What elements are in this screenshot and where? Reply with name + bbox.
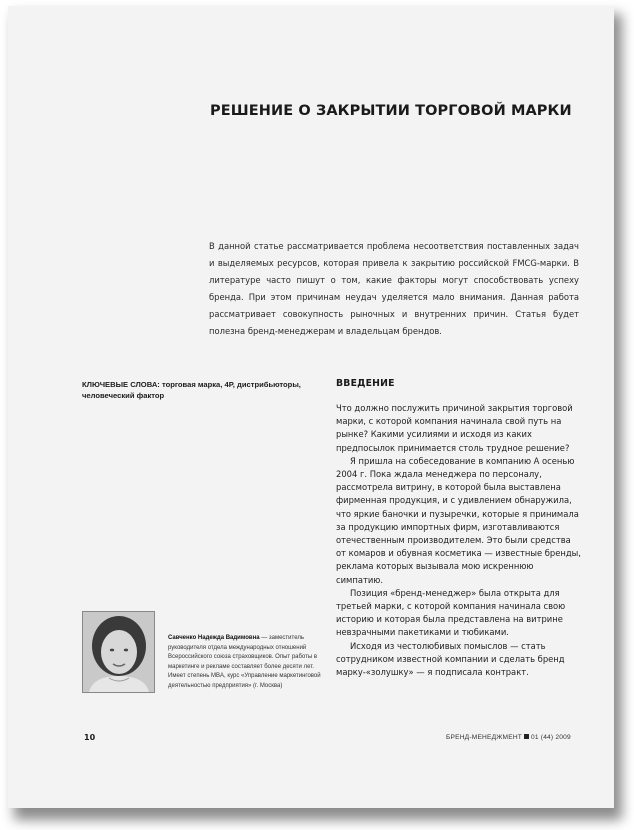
page-number: 10 [84,733,96,742]
body-text [336,402,581,679]
author-portrait-icon [83,612,154,692]
journal-issue: 01 (44) 2009 [531,734,571,741]
journal-name: БРЕНД-МЕНЕДЖМЕНТ [446,734,523,741]
square-bullet-icon [524,734,529,739]
author-photo [82,611,155,693]
article-title: РЕШЕНИЕ О ЗАКРЫТИИ ТОРГОВОЙ МАРКИ [210,103,572,119]
author-bio [168,634,323,692]
journal-footer [446,734,571,741]
keywords: КЛЮЧЕВЫЕ СЛОВА: торговая марка, 4P, дистрибьюторы, человеческий фактор [82,380,301,400]
paragraph: Что должно послужить причиной закрытия торговой марки, с которой компания начинала свой путь на рынке? Какими усилиями и исходя из каких предпосылок принимается столь трудное решение? [336,403,573,453]
paragraph: Позиция «бренд-менеджер» была открыта для третьей марки, с которой компания начинала свою историю и которая была представлена на витрине невзрачными пакетиками и тюбиками. [336,587,566,638]
author-description: — заместитель руководителя отдела международных отношений Всероссийского союза страховщиков. Опыт работы в маркетинге и рекламе составляет более десяти лет. Имеет степень MBA, курс «Управление маркетинговой деятельностью предприятия» (г. Москва) [168,635,321,689]
section-heading: ВВЕДЕНИЕ [336,378,395,389]
paragraph: Исходя из честолюбивых помыслов — стать сотрудником известной компании и сделать бренд марку-«золушку» — я подписала контракт. [336,640,565,678]
paragraph: Я пришла на собеседование в компанию А осенью 2004 г. Пока ждала менеджера по персоналу, рассмотрела витрину, в которой была выставлена фирменная продукция, и с удивлением обнаружила, что яркие баночки и пузыречки, которые я принимала за продукцию импортных фирм, изготавливаются отечественным производителем. Это были средства от комаров и обувная косметика — известные бренды, реклама которых вызывала мою искреннюю симпатию. [336,455,581,585]
article-abstract: В данной статье рассматривается проблема несоответствия поставленных задач и выделяемых ресурсов, которая привела к закрытию российской FMCG-марки. В литературе часто пишут о том, какие факторы могут способствовать успеху бренда. При этом причинам неудач уделяется мало внимания. Данная работа рассматривает совокупность рыночных и внутренних причин. Статья будет полезна бренд-менеджерам и владельцам брендов. [209,241,579,337]
author-name: Савченко Надежда Вадимовна [168,635,260,641]
